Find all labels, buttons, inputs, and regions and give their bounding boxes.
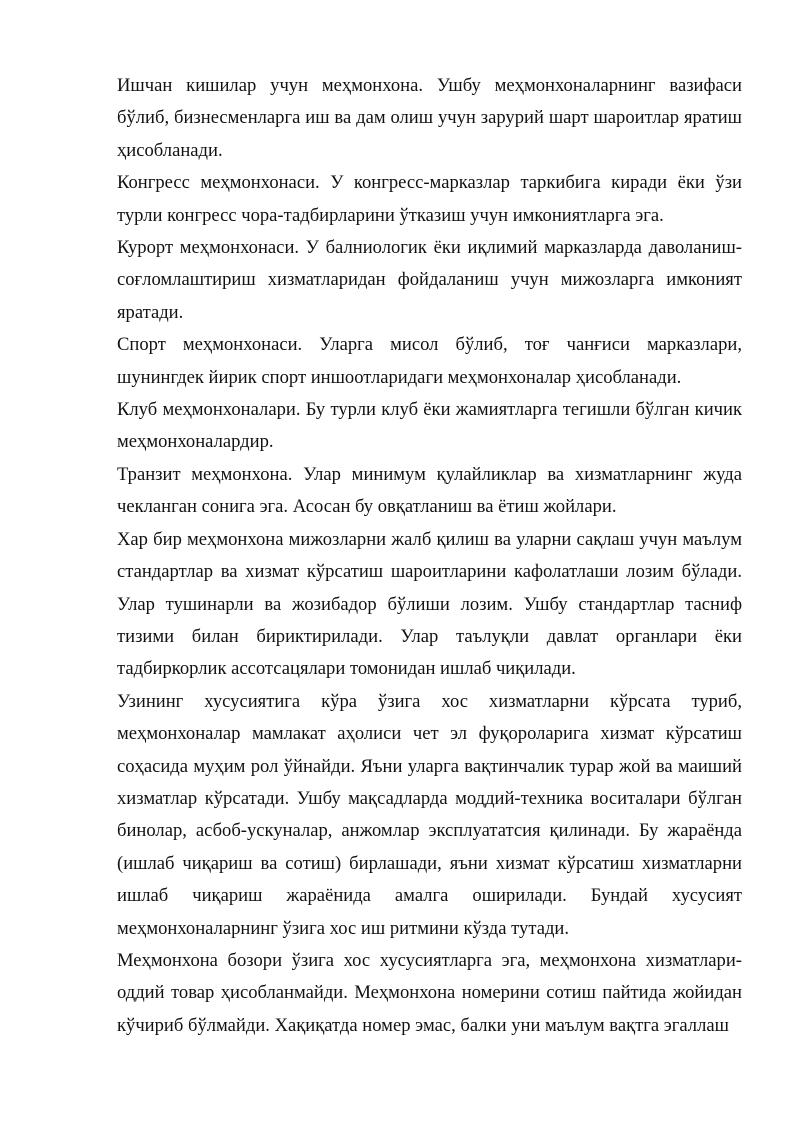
paragraph-sport-hotel: Спорт меҳмонхонаси. Уларга мисол бўлиб, тоғ чанғиси марказлари, шунингдек йирик спорт иншоотларидаги меҳмонхоналар ҳисобланади. <box>117 334 742 388</box>
paragraph-transit-hotel: Транзит меҳмонхона. Улар минимум қулайликлар ва хизматларнинг жуда чекланган сонига эга. Асосан бу овқатланиш ва ётиш жойлари. <box>117 463 742 518</box>
paragraph-hotel-role: Узининг хусусиятига кўра ўзига хос хизматларни кўрсата туриб, меҳмонхоналар мамлакат аҳолиси чет эл фуқороларига хизмат кўрсатиш соҳасида муҳим рол ўйнайди. Яъни уларга вақтинчалик турар жой ва маиший хизматлар кўрсатади. Ушбу мақсадларда моддий-техника воситалари бўлган бинолар, асбоб-ускуналар, анжомлар эксплуататсия қилинади. Бу жараёнда (ишлаб чиқариш ва сотиш) бирлашади, яъни хизмат кўрсатиш хизматларни ишлаб чиқариш жараёнида амалга оширилади. Бундай хусусият меҳмонхоналарнинг ўзига хос иш ритмини кўзда тутади. <box>117 690 742 939</box>
paragraph-congress-hotel: Конгресс меҳмонхонаси. У конгресс-марказлар таркибига киради ёки ўзи турли конгресс чора-тадбирларини ўтказиш учун имкониятларга эга. <box>117 172 742 226</box>
paragraph-business-hotel: Ишчан кишилар учун меҳмонхона. Ушбу меҳмонхоналарнинг вазифаси бўлиб, бизнесменларга иш ва дам олиш учун зарурий шарт шароитлар яратиш ҳисобланади. <box>117 75 742 161</box>
paragraph-resort-hotel: Курорт меҳмонхонаси. У балниологик ёки иқлимий марказларда даволаниш-соғломлаштириш хизматларидан фойдаланиш учун мижозларга имконият яратади. <box>117 237 742 323</box>
paragraph-standards: Хар бир меҳмонхона мижозларни жалб қилиш ва уларни сақлаш учун маълум стандартлар ва хизмат кўрсатиш шароитларини кафолатлаши лозим бўлади. Улар тушинарли ва жозибадор бўлиши лозим. Ушбу стандартлар тасниф тизими билан бириктирилади. Улар таълуқли давлат органлари ёки тадбиркорлик ассотсацялари томонидан ишлаб чиқилади. <box>117 528 742 680</box>
document-page <box>117 70 742 1042</box>
paragraph-hotel-market: Меҳмонхона бозори ўзига хос хусусиятларга эга, меҳмонхона хизматлари-оддий товар ҳисобланмайди. Меҳмонхона номерини сотиш пайтида жойидан кўчириб бўлмайди. Хақиқатда номер эмас, балки уни маълум вақтга эгаллаш <box>117 949 742 1036</box>
paragraph-club-hotels: Клуб меҳмонхоналари. Бу турли клуб ёки жамиятларга тегишли бўлган кичик меҳмонхоналардир. <box>117 399 742 453</box>
